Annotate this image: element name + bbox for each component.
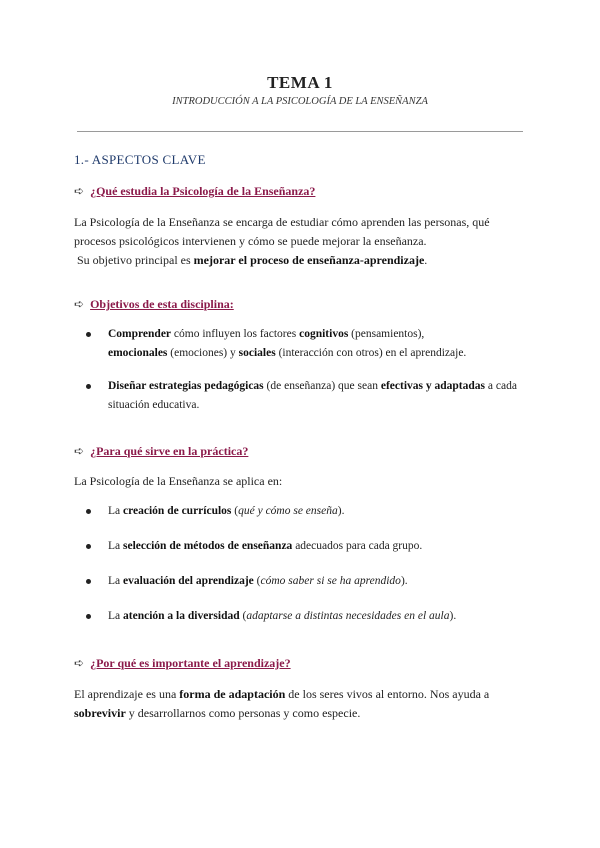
- text: (: [231, 505, 239, 517]
- bold-text: efectivas y adaptadas: [380, 380, 485, 392]
- arrow-icon: ➪: [74, 656, 85, 670]
- text: adecuados para cada grupo.: [292, 540, 423, 552]
- bold-text: forma de adaptación: [179, 687, 286, 701]
- arrow-icon: ➪: [74, 297, 85, 311]
- text: (: [253, 575, 261, 587]
- document-subtitle: INTRODUCCIÓN A LA PSICOLOGÍA DE LA ENSEÑANZA: [172, 96, 428, 107]
- list-item: [86, 377, 526, 415]
- list-item: [86, 572, 526, 591]
- bullet-icon: [86, 614, 91, 619]
- text: ).: [337, 505, 345, 517]
- text: (emociones) y: [167, 347, 239, 359]
- paragraph-intro: La Psicología de la Enseñanza se aplica en:: [74, 474, 283, 488]
- heading-que-estudia: [74, 184, 315, 199]
- text: (: [239, 610, 247, 622]
- text: La: [108, 610, 124, 622]
- bold-text: selección de métodos de enseñanza: [123, 540, 293, 552]
- paragraph-text: La Psicología de la Enseñanza se encarga de estudiar cómo aprenden las personas, qué procesos psicológicos intervienen y cómo se puede mejorar la enseñanza.: [74, 215, 490, 248]
- arrow-icon: ➪: [74, 444, 85, 458]
- document-title: TEMA 1: [267, 73, 333, 92]
- text: de los seres vivos al entorno. Nos ayuda a: [285, 687, 490, 701]
- italic-text: adaptarse a distintas necesidades en el aula: [246, 610, 450, 622]
- text: La: [108, 505, 124, 517]
- bullet-icon: [86, 509, 91, 514]
- text: a cada situación educativa.: [108, 380, 517, 411]
- bold-text: sociales: [238, 347, 276, 359]
- text: (pensamientos),: [348, 328, 425, 340]
- text: La: [108, 575, 124, 587]
- bullet-icon: [86, 579, 91, 584]
- bold-text: emocionales: [108, 347, 168, 359]
- text: (de enseñanza) que sean: [263, 380, 381, 392]
- heading-text: ¿Para qué sirve en la práctica?: [90, 444, 249, 458]
- text: ).: [400, 575, 408, 587]
- heading-text: ¿Por qué es importante el aprendizaje?: [90, 656, 291, 670]
- objective-bold: mejorar el proceso de enseñanza-aprendizaje: [193, 253, 425, 267]
- heading-objetivos: [74, 297, 234, 312]
- objective-pre: Su objetivo principal es: [77, 253, 194, 267]
- bullet-icon: [86, 544, 91, 549]
- bold-text: evaluación del aprendizaje: [123, 575, 254, 587]
- list-item: [86, 537, 526, 556]
- section-title: 1.- ASPECTOS CLAVE: [74, 152, 206, 167]
- paragraph-importance: [74, 685, 534, 723]
- text: (interacción con otros) en el aprendizaje.: [275, 347, 467, 359]
- text: cómo influyen los factores: [171, 328, 300, 340]
- text: ).: [449, 610, 457, 622]
- heading-para-que-sirve: [74, 444, 248, 459]
- heading-text: ¿Qué estudia la Psicología de la Enseñanza?: [90, 184, 316, 198]
- heading-text: Objetivos de esta disciplina:: [90, 297, 234, 311]
- bold-text: atención a la diversidad: [123, 610, 240, 622]
- list-item: [86, 502, 526, 521]
- objective-post: .: [424, 253, 428, 267]
- bold-text: cognitivos: [299, 328, 349, 340]
- text: El aprendizaje es una: [74, 687, 180, 701]
- italic-text: cómo saber si se ha aprendido: [260, 575, 401, 587]
- horizontal-rule: [77, 131, 523, 132]
- bullet-icon: [86, 332, 91, 337]
- italic-text: qué y cómo se enseña: [238, 505, 338, 517]
- text: La: [108, 540, 124, 552]
- arrow-icon: ➪: [74, 184, 85, 198]
- bold-text: Diseñar estrategias pedagógicas: [108, 380, 264, 392]
- bullet-icon: [86, 384, 91, 389]
- bold-text: Comprender: [108, 328, 172, 340]
- bold-text: sobrevivir: [74, 706, 126, 720]
- text: y desarrollarnos como personas y como especie.: [125, 706, 361, 720]
- list-item: [86, 607, 526, 626]
- paragraph-definition: [74, 213, 534, 270]
- list-item: [86, 325, 526, 363]
- bold-text: creación de currículos: [123, 505, 232, 517]
- heading-por-que-importante: [74, 656, 291, 671]
